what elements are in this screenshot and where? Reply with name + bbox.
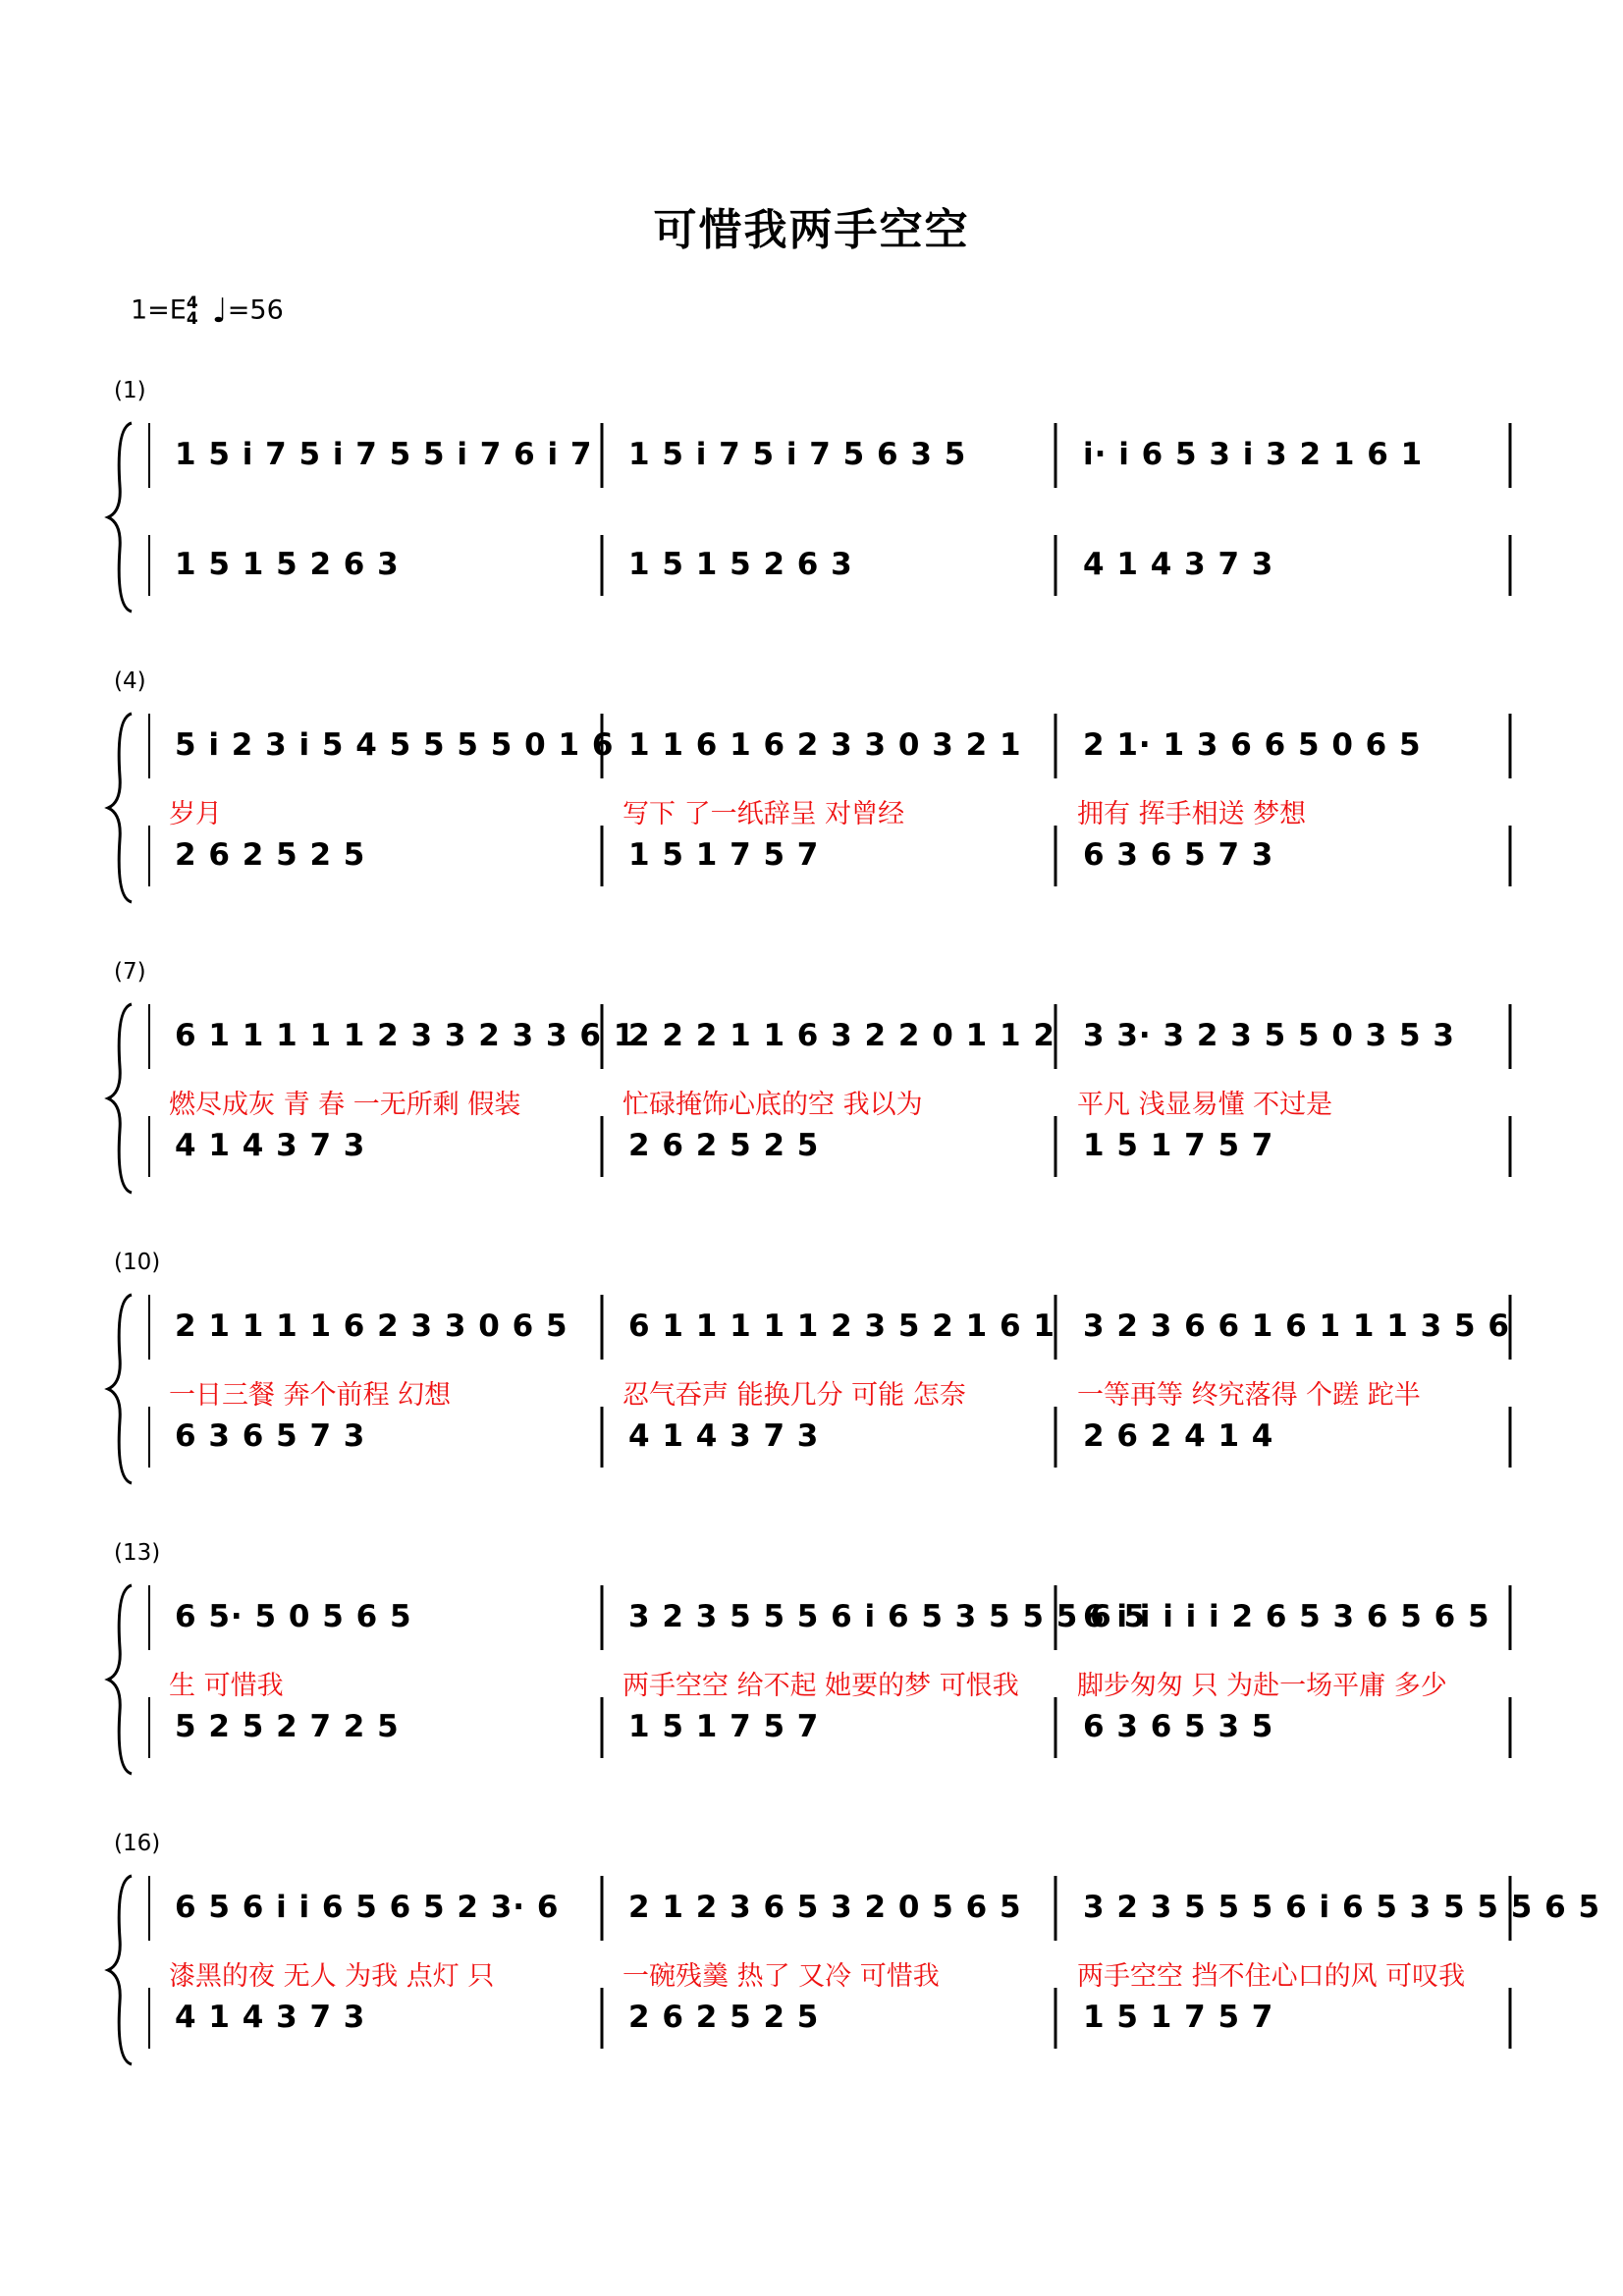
bass-notes-measure: 5 2 5 2 7 2 5 xyxy=(175,1709,400,1744)
treble-notes-measure: 3 2 3 5 5 5 6 i 6 5 3 5 5 5 6 5 xyxy=(628,1599,1147,1634)
system-brace xyxy=(108,1876,132,2064)
bass-notes-measure: 4 1 4 3 7 3 xyxy=(175,2000,366,2035)
measure-number: (10) xyxy=(114,1250,161,1275)
bass-notes-measure: 6 3 6 5 7 3 xyxy=(175,1418,366,1454)
bass-notes-measure: 1 5 1 7 5 7 xyxy=(1083,2000,1274,2035)
score-system xyxy=(0,959,1623,1224)
measure-number: (1) xyxy=(114,378,146,403)
treble-notes-measure: 3 3· 3 2 3 5 5 0 3 5 3 xyxy=(1083,1018,1455,1053)
bass-notes-measure: 2 6 2 4 1 4 xyxy=(1083,1418,1274,1454)
staff-lines xyxy=(0,378,1623,643)
lyrics-measure: 两手空空 给不起 她要的梦 可恨我 xyxy=(622,1671,1019,1701)
lyrics-measure: 平凡 浅显易懂 不过是 xyxy=(1077,1090,1333,1120)
lyrics-measure: 燃尽成灰 青 春 一无所剩 假装 xyxy=(169,1090,521,1120)
score-system xyxy=(0,378,1623,643)
quarter-note-icon: ♩ xyxy=(211,292,228,331)
system-brace xyxy=(108,1295,132,1483)
lyrics-measure: 脚步匆匆 只 为赴一场平庸 多少 xyxy=(1077,1671,1447,1701)
lyrics-measure: 写下 了一纸辞呈 对曾经 xyxy=(622,799,905,829)
treble-notes-measure: 1 5 i 7 5 i 7 5 6 3 5 xyxy=(628,437,967,472)
tempo-value: =56 xyxy=(227,294,284,326)
bass-notes-measure: 1 5 1 5 2 6 3 xyxy=(175,547,400,582)
treble-notes-measure: 1 5 i 7 5 i 7 5 5 i 7 6 i 7 xyxy=(175,437,593,472)
bass-notes-measure: 1 5 1 7 5 7 xyxy=(628,1709,820,1744)
lyrics-measure: 生 可惜我 xyxy=(169,1671,284,1701)
lyrics-measure: 两手空空 挡不住心口的风 可叹我 xyxy=(1077,1961,1466,1992)
treble-notes-measure: 3 2 3 5 5 5 6 i 6 5 3 5 5 5 6 5 xyxy=(1083,1890,1601,1925)
measure-number: (7) xyxy=(114,959,146,985)
bass-notes-measure: 1 5 1 7 5 7 xyxy=(628,837,820,873)
bass-notes-measure: 4 1 4 3 7 3 xyxy=(628,1418,820,1454)
lyrics-measure: 拥有 挥手相送 梦想 xyxy=(1077,799,1307,829)
bass-notes-measure: 1 5 1 5 2 6 3 xyxy=(628,547,853,582)
score-header xyxy=(131,292,284,331)
lyrics-measure: 忍气吞声 能换几分 可能 怎奈 xyxy=(622,1380,966,1411)
system-brace xyxy=(108,1585,132,1774)
treble-notes-measure: 6 1 1 1 1 1 2 3 3 2 3 3 6 1 xyxy=(175,1018,636,1053)
measure-number: (4) xyxy=(114,668,146,694)
bass-notes-measure: 2 6 2 5 2 5 xyxy=(175,837,366,873)
score-system xyxy=(0,668,1623,934)
key-signature: 1=E xyxy=(131,294,187,326)
lyrics-measure: 岁月 xyxy=(169,799,222,829)
bass-notes-measure: 6 3 6 5 3 5 xyxy=(1083,1709,1274,1744)
song-title: 可惜我两手空空 xyxy=(653,205,970,255)
system-brace xyxy=(108,423,132,612)
measure-number: (16) xyxy=(114,1831,161,1856)
bass-notes-measure: 4 1 4 3 7 3 xyxy=(175,1128,366,1163)
treble-notes-measure: 2 1 2 3 6 5 3 2 0 5 6 5 xyxy=(628,1890,1022,1925)
lyrics-measure: 忙碌掩饰心底的空 我以为 xyxy=(622,1090,923,1120)
treble-notes-measure: 2 1 1 1 1 6 2 3 3 0 6 5 xyxy=(175,1308,568,1344)
bass-notes-measure: 4 1 4 3 7 3 xyxy=(1083,547,1274,582)
treble-notes-measure: 3 2 3 6 6 1 6 1 1 1 3 5 6 xyxy=(1083,1308,1510,1344)
treble-notes-measure: 2 2 2 1 1 6 3 2 2 0 1 1 2 xyxy=(628,1018,1055,1053)
treble-notes-measure: 5 i 2 3 i 5 4 5 5 5 5 0 1 6 xyxy=(175,727,615,763)
lyrics-measure: 漆黑的夜 无人 为我 点灯 只 xyxy=(169,1961,495,1992)
lyrics-measure: 一等再等 终究落得 个蹉 跎半 xyxy=(1077,1380,1421,1411)
bass-notes-measure: 2 6 2 5 2 5 xyxy=(628,2000,820,2035)
treble-notes-measure: 2 1· 1 3 6 6 5 0 6 5 xyxy=(1083,727,1422,763)
lyrics-measure: 一碗残羹 热了 又冷 可惜我 xyxy=(622,1961,940,1992)
treble-notes-measure: i· i 6 5 3 i 3 2 1 6 1 xyxy=(1083,437,1424,472)
treble-notes-measure: 1 1 6 1 6 2 3 3 0 3 2 1 xyxy=(628,727,1022,763)
time-signature: 4 4 xyxy=(186,294,198,329)
bass-notes-measure: 1 5 1 7 5 7 xyxy=(1083,1128,1274,1163)
treble-notes-measure: 6 i i i i i 2 6 5 3 6 5 6 5 xyxy=(1083,1599,1490,1634)
bass-notes-measure: 2 6 2 5 2 5 xyxy=(628,1128,820,1163)
lyrics-measure: 一日三餐 奔个前程 幻想 xyxy=(169,1380,452,1411)
score-system xyxy=(0,1250,1623,1515)
treble-notes-measure: 6 1 1 1 1 1 2 3 5 2 1 6 1 xyxy=(628,1308,1055,1344)
treble-notes-measure: 6 5· 5 0 5 6 5 xyxy=(175,1599,412,1634)
treble-notes-measure: 6 5 6 i i 6 5 6 5 2 3· 6 xyxy=(175,1890,560,1925)
bass-notes-measure: 6 3 6 5 7 3 xyxy=(1083,837,1274,873)
score-system xyxy=(0,1540,1623,1805)
score-system xyxy=(0,1831,1623,2096)
system-brace xyxy=(108,1004,132,1193)
system-brace xyxy=(108,714,132,902)
measure-number: (13) xyxy=(114,1540,161,1566)
